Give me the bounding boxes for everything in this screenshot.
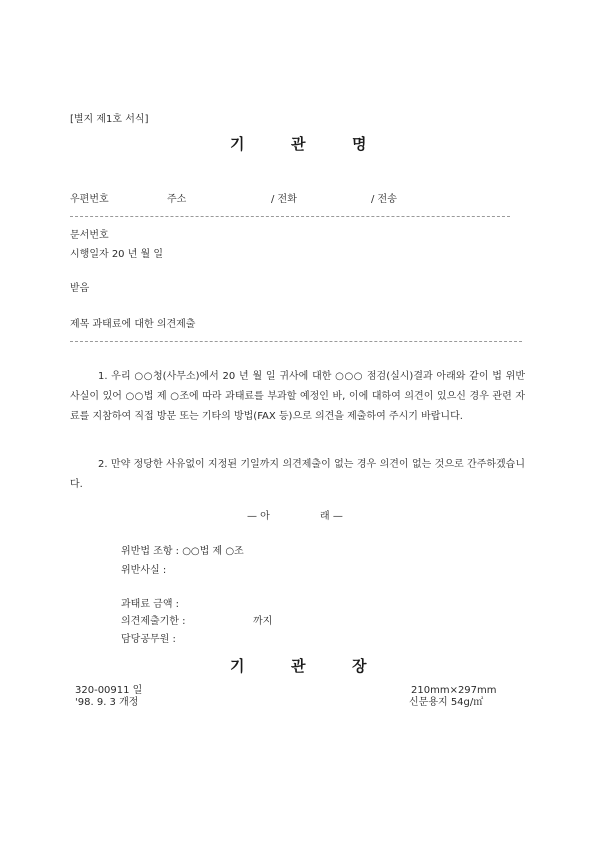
phone-label: / 전화 (271, 194, 297, 205)
paper-size: 210mm×297mm (411, 685, 497, 696)
paragraph-1-text: 1. 우리 ○○청(사무소)에서 20 년 월 일 귀사에 대한 ○○○ 점검(실시)결과 아래와 같이 법 위반 사실이 있어 ○○법 제 ○조에 따라 과태료를 부과할 예정인 바, 이에 대하여 의견이 있으신 경우 관련 자료를 지참하여 직접 방문 또는 기타의 방법(FAX 등)으로 의견을 제출하여 주시기 바랍니다. (70, 371, 525, 422)
notice-left: — 아 (247, 511, 270, 522)
paper-type: 신문용지 54g/㎡ (409, 697, 484, 708)
paragraph-1 (70, 367, 525, 427)
separator-top (70, 216, 510, 217)
form-code: 320-00911 일 (75, 685, 143, 696)
paragraph-2 (70, 455, 525, 495)
header-char-1: 기 (230, 135, 245, 153)
revision-date: '98. 9. 3 개정 (75, 697, 139, 708)
deadline-label: 의견제출기한 : (121, 616, 186, 627)
officer-label: 담당공무원 : (121, 634, 176, 645)
separator-subject (70, 341, 522, 342)
subject-line: 제목 과태료에 대한 의견제출 (70, 319, 196, 330)
footer-char-2: 관 (291, 657, 306, 675)
form-label: [별지 제1호 서식] (70, 114, 149, 125)
fine-amount: 과태료 금액 : (121, 599, 180, 610)
deadline-suffix: 까지 (253, 616, 273, 627)
violation-article: 위반법 조항 : ○○법 제 ○조 (121, 546, 244, 557)
footer-char-3: 장 (352, 657, 367, 675)
fax-label: / 전송 (371, 194, 397, 205)
postal-label: 우편번호 (70, 194, 109, 205)
paragraph-2-text: 2. 만약 정당한 사유없이 지정된 기일까지 의견제출이 없는 경우 의견이 없는 것으로 간주하겠습니다. (70, 459, 525, 490)
violation-fact: 위반사실 : (121, 565, 167, 576)
header-char-3: 명 (352, 135, 367, 153)
recipient-label: 받음 (70, 283, 90, 294)
footer-char-1: 기 (230, 657, 245, 675)
effective-date: 시행일자 20 년 월 일 (70, 249, 164, 260)
notice-right: 래 — (320, 511, 343, 522)
header-char-2: 관 (291, 135, 306, 153)
address-label: 주소 (167, 194, 187, 205)
doc-number-label: 문서번호 (70, 230, 109, 241)
